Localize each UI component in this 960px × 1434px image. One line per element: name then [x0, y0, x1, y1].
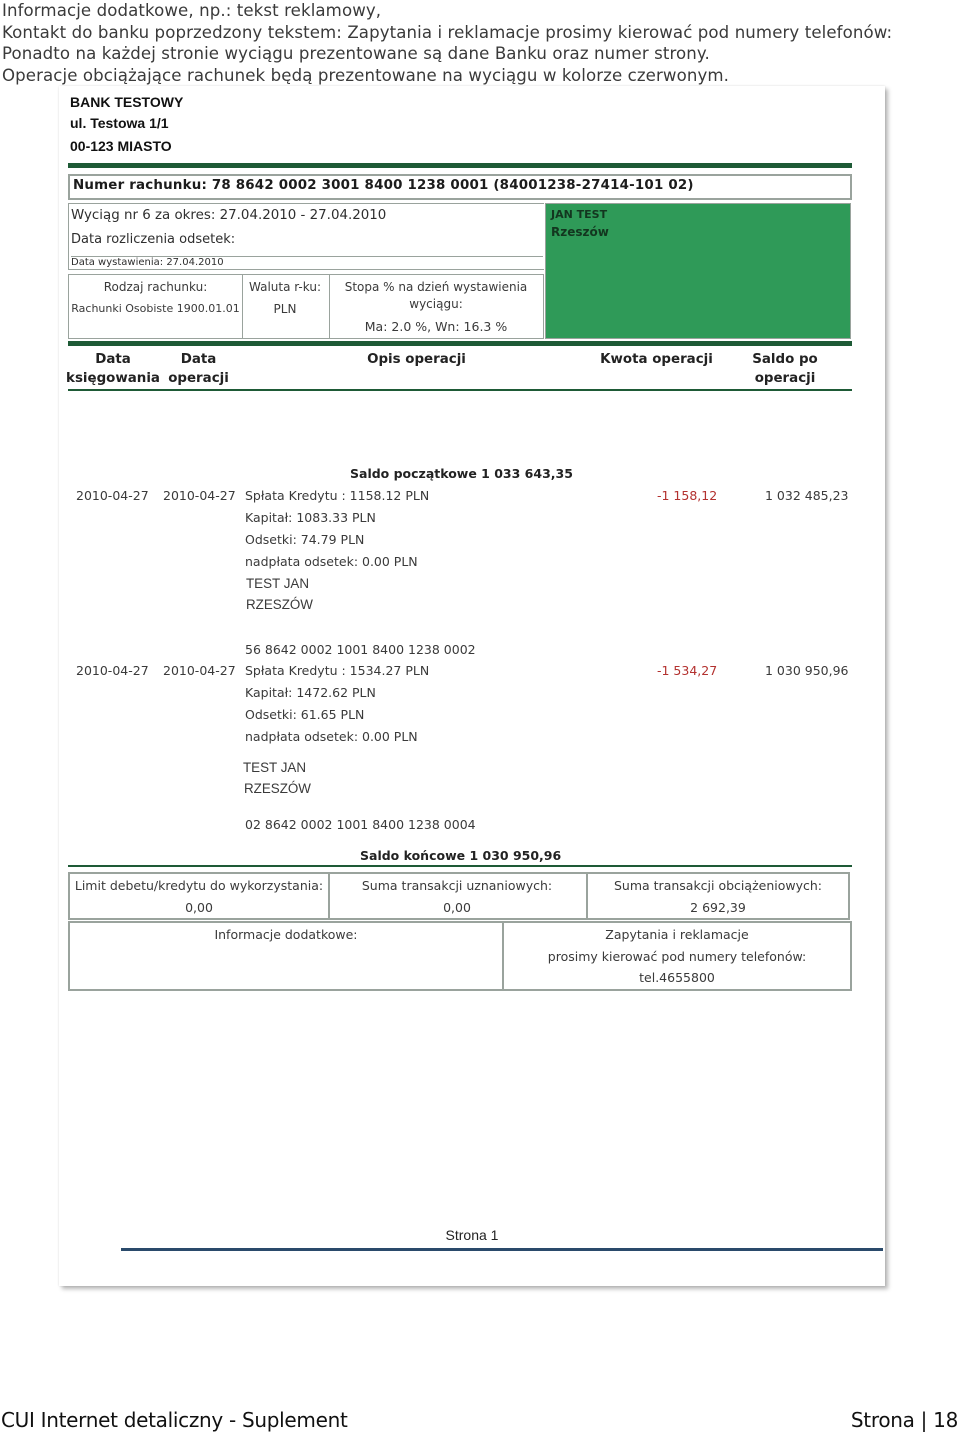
op1-operation-date: 2010-04-27	[163, 488, 236, 503]
currency-value: PLN	[273, 302, 297, 316]
op1-party-name: TEST JAN	[246, 576, 309, 591]
complaints-box	[502, 921, 852, 991]
intro-line: Informacje dodatkowe, np.: tekst reklamowy,	[2, 1, 382, 20]
credit-sum-box	[328, 872, 588, 920]
op1-title: Spłata Kredytu : 1158.12 PLN	[245, 488, 430, 503]
op1-interest: Odsetki: 74.79 PLN	[245, 532, 365, 547]
columns-bottom-bar	[68, 389, 852, 391]
intro-line: Kontakt do banku poprzedzony tekstem: Zapytania i reklamacje prosimy kierować pod numery telefonów:	[2, 22, 893, 42]
account-type-value: Rachunki Osobiste 1900.01.01	[71, 302, 240, 315]
col-balance	[739, 350, 831, 388]
col-booking-date	[63, 350, 163, 388]
header-bar	[68, 163, 852, 168]
col-balance-line2: operacji	[754, 371, 816, 386]
col-balance-line1: Saldo po	[752, 352, 818, 367]
limit-box	[68, 872, 330, 920]
interest-rate-label: Stopa % na dzień wystawienia	[344, 280, 528, 294]
op1-amount: -1 158,12	[657, 488, 718, 503]
columns-top-bar	[68, 341, 852, 346]
credit-sum-value: 0,00	[443, 900, 471, 915]
op1-overpay: nadpłata odsetek: 0.00 PLN	[245, 554, 418, 569]
bank-street: ul. Testowa 1/1	[70, 115, 169, 131]
customer-name: JAN TEST	[551, 208, 608, 221]
interest-rate-label-2: wyciągu:	[409, 297, 463, 311]
op2-interest: Odsetki: 61.65 PLN	[245, 707, 365, 722]
intro-line: Operacje obciążające rachunek będą prezentowane na wyciągu w kolorze czerwonym.	[2, 66, 730, 86]
bank-city: 00-123 MIASTO	[70, 138, 172, 154]
statement-page-number: Strona 1	[445, 1227, 499, 1243]
closing-balance: Saldo końcowe 1 030 950,96	[360, 848, 562, 863]
op1-booking-date: 2010-04-27	[76, 488, 149, 503]
complaints-text: prosimy kierować pod numery telefonów:	[547, 949, 807, 964]
col-description: Opis operacji	[367, 352, 466, 367]
statement-sheet	[59, 86, 885, 1286]
op2-overpay: nadpłata odsetek: 0.00 PLN	[245, 729, 418, 744]
extra-info-box	[68, 921, 504, 991]
interest-settlement-label: Data rozliczenia odsetek:	[71, 232, 236, 247]
op2-title: Spłata Kredytu : 1534.27 PLN	[245, 663, 430, 678]
currency-box	[241, 274, 330, 339]
col-operation-date-line1: Data	[180, 352, 217, 367]
op1-party-account: 56 8642 0002 1001 8400 1238 0002	[245, 642, 476, 657]
op2-balance: 1 030 950,96	[765, 663, 849, 678]
account-number: Numer rachunku: 78 8642 0002 3001 8400 1238 0001 (84001238-27414-101 02)	[73, 178, 694, 193]
debit-sum-box	[588, 872, 850, 920]
statement-info-box	[68, 203, 544, 270]
op2-capital: Kapitał: 1472.62 PLN	[245, 685, 376, 700]
issue-date: Data wystawienia: 27.04.2010	[71, 256, 543, 268]
statement-period: Wyciąg nr 6 za okres: 27.04.2010 - 27.04.2010	[71, 208, 387, 223]
account-number-box	[68, 174, 852, 200]
currency-label: Waluta r-ku:	[249, 280, 321, 294]
account-type-label: Rodzaj rachunku:	[103, 280, 208, 294]
limit-label: Limit debetu/kredytu do wykorzystania:	[74, 878, 324, 893]
op1-party-city: RZESZÓW	[246, 597, 313, 612]
credit-sum-label: Suma transakcji uznaniowych:	[361, 878, 553, 893]
col-booking-date-line2: księgowania	[66, 371, 160, 386]
footer-page-number: Strona | 18	[850, 1408, 958, 1432]
op2-party-account: 02 8642 0002 1001 8400 1238 0004	[245, 817, 476, 832]
complaints-phone: tel.4655800	[639, 970, 715, 985]
bank-name: BANK TESTOWY	[70, 94, 184, 110]
account-type-box	[68, 274, 243, 339]
debit-sum-value: 2 692,39	[690, 900, 746, 915]
col-operation-date-line2: operacji	[168, 371, 229, 386]
col-amount: Kwota operacji	[600, 352, 713, 367]
footer-title: CUI Internet detaliczny - Suplement	[1, 1408, 348, 1432]
col-operation-date	[161, 350, 236, 388]
customer-box	[545, 203, 851, 339]
page-bottom-line	[121, 1248, 883, 1251]
col-booking-date-line1: Data	[95, 352, 131, 367]
limit-value: 0,00	[185, 900, 213, 915]
opening-balance: Saldo początkowe 1 033 643,35	[350, 466, 573, 481]
op2-party-city: RZESZÓW	[244, 781, 311, 796]
op2-operation-date: 2010-04-27	[163, 663, 236, 678]
intro-line: Ponadto na każdej stronie wyciągu prezentowane są dane Banku oraz numer strony.	[2, 44, 710, 64]
op2-party-name: TEST JAN	[243, 760, 306, 775]
complaints-title: Zapytania i reklamacje	[605, 927, 749, 942]
op1-capital: Kapitał: 1083.33 PLN	[245, 510, 376, 525]
debit-sum-label: Suma transakcji obciążeniowych:	[613, 878, 822, 893]
extra-info-label: Informacje dodatkowe:	[214, 927, 358, 942]
customer-city: Rzeszów	[551, 225, 609, 239]
op2-booking-date: 2010-04-27	[76, 663, 149, 678]
interest-rate-box	[329, 274, 544, 339]
op1-balance: 1 032 485,23	[765, 488, 849, 503]
interest-rate-value: Ma: 2.0 %, Wn: 16.3 %	[364, 319, 508, 334]
intro-text	[2, 0, 958, 87]
op2-amount: -1 534,27	[657, 663, 718, 678]
summary-top-bar	[68, 865, 852, 867]
